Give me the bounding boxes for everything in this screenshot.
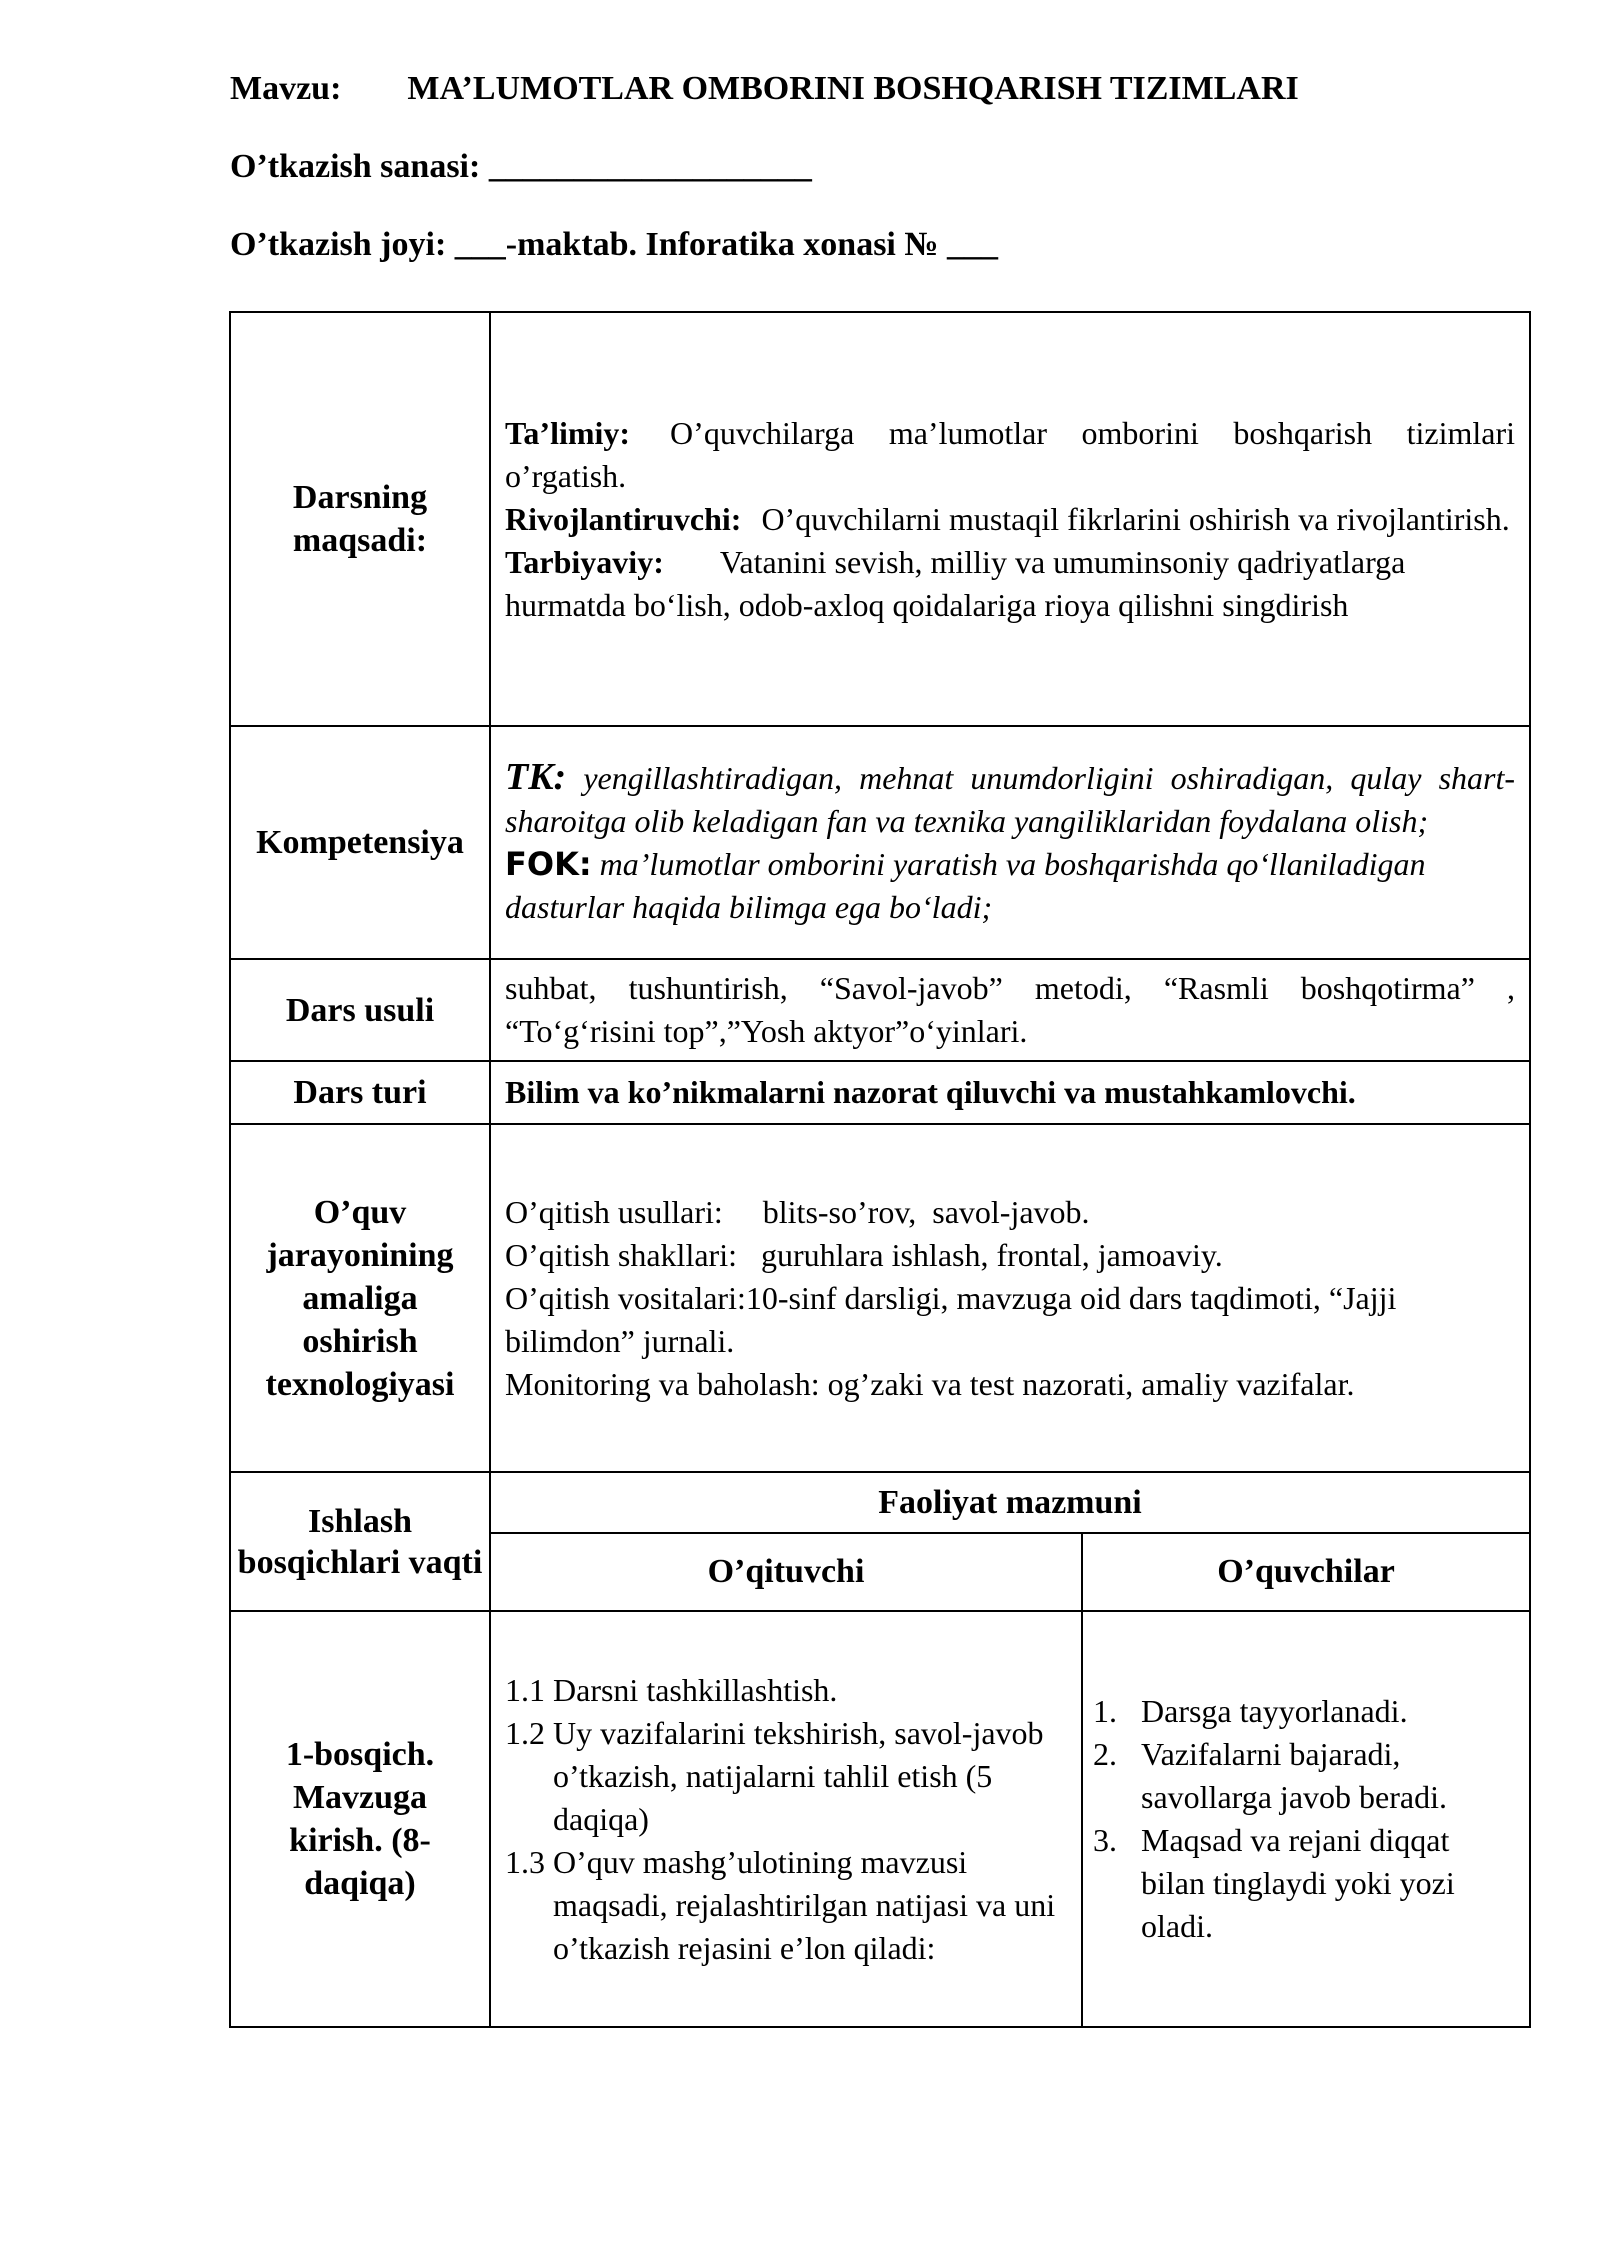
- place-line: O’tkazish joyi: ___-maktab. Inforatika xonasi № ___: [230, 226, 999, 263]
- technology-content: [490, 1124, 1530, 1472]
- goal-row: [230, 312, 1530, 726]
- student-step: 2. Vazifalarni bajaradi, savollarga javob beradi.: [1093, 1736, 1447, 1815]
- teacher-step: 1.3 O’quv mashg’ulotining mavzusi maqsadi, rejalashtirilgan natijasi va uni o’tkazish rejasini e’lon qiladi:: [505, 1843, 1056, 1966]
- goal-educational-key: Ta’limiy:: [505, 414, 631, 451]
- stage1-label: 1-bosqich. Mavzuga kirish. (8-daqiqa): [230, 1611, 490, 2027]
- goal-developmental: [505, 498, 1515, 541]
- competence-row: [230, 726, 1530, 959]
- stage1-students: [1082, 1611, 1530, 2027]
- competence-fok: [505, 843, 1515, 929]
- stages-header-row: [230, 1472, 1530, 1533]
- goal-educational: [505, 412, 1515, 498]
- teacher-header: O’qituvchi: [490, 1533, 1082, 1611]
- technology-row: [230, 1124, 1530, 1472]
- goal-developmental-text: O’quvchilarni mustaqil fikrlarini oshirish va rivojlantirish.: [761, 500, 1510, 537]
- student-steps: [1093, 1690, 1515, 1948]
- competence-label: Kompetensiya: [230, 726, 490, 959]
- teacher-step: 1.2 Uy vazifalarini tekshirish, savol-javob o’tkazish, natijalarni tahlil etish (5 daqiqa): [505, 1714, 1044, 1837]
- goal-developmental-key: Rivojlantiruvchi:: [505, 500, 742, 537]
- competence-fok-key: FOK:: [505, 845, 592, 883]
- topic-title: MA’LUMOTLAR OMBORINI BOSHQARISH TIZIMLARI: [407, 70, 1299, 107]
- competence-tk-text: yengillashtiradigan, mehnat unumdorligini oshiradigan, qulay shart-sharoitga olib keladigan fan va texnika yangiliklaridan foydalana olish;: [505, 760, 1516, 839]
- teacher-step: 1.1 Darsni tashkillashtish.: [505, 1671, 838, 1708]
- type-row: [230, 1061, 1530, 1124]
- goal-upbringing-key: Tarbiyaviy:: [505, 543, 664, 580]
- technology-line: O’qitish shakllari: guruhlara ishlash, frontal, jamoaviy.: [505, 1236, 1223, 1273]
- topic-label: Mavzu:: [230, 70, 342, 107]
- type-label: Dars turi: [230, 1061, 490, 1124]
- stage1-row: [230, 1611, 1530, 2027]
- method-row: [230, 959, 1530, 1061]
- competence-tk-key: TK:: [505, 756, 567, 798]
- students-header: O’quvchilar: [1082, 1533, 1530, 1611]
- topic-line: [230, 70, 1299, 108]
- technology-line: Monitoring va baholash: og’zaki va test nazorati, amaliy vazifalar.: [505, 1365, 1355, 1402]
- competence-fok-text: ma’lumotlar omborini yaratish va boshqarishda qo‘llaniladigan dasturlar haqida bilimga ega bo‘ladi;: [505, 846, 1426, 925]
- goal-upbringing-text: Vatanini sevish, milliy va umuminsoniy qadriyatlarga hurmatda bo‘lish, odob-axloq qoidalariga rioya qilishni singdirish: [505, 543, 1406, 623]
- method-label: Dars usuli: [230, 959, 490, 1061]
- student-step: 3. Maqsad va rejani diqqat bilan tinglaydi yoki yozi oladi.: [1093, 1822, 1455, 1944]
- technology-line: O’qitish vositalari:10-sinf darsligi, mavzuga oid dars taqdimoti, “Jajji bilimdon” jurnali.: [505, 1279, 1397, 1359]
- stage1-teacher: [490, 1611, 1082, 2027]
- date-line: O’tkazish sanasi: ___________________: [230, 148, 812, 185]
- activity-header: Faoliyat mazmuni: [490, 1472, 1530, 1533]
- method-text: suhbat, tushuntirish, “Savol-javob” metodi, “Rasmli boshqotirma” , “To‘g‘risini top”,”Yosh aktyor”o‘yinlari.: [490, 959, 1530, 1061]
- goal-educational-text: O’quvchilarga ma’lumotlar omborini boshqarish tizimlari o’rgatish.: [505, 414, 1516, 494]
- goal-label: Darsning maqsadi:: [230, 312, 490, 726]
- technology-label: O’quv jarayonining amaliga oshirish texnologiyasi: [230, 1124, 490, 1472]
- type-text: Bilim va ko’nikmalarni nazorat qiluvchi va mustahkamlovchi.: [490, 1061, 1530, 1124]
- goal-content: [490, 312, 1530, 726]
- competence-tk: [505, 756, 1515, 843]
- stages-label: Ishlash bosqichlari vaqti: [230, 1472, 490, 1611]
- lesson-plan-table: [229, 311, 1531, 2028]
- goal-upbringing: [505, 541, 1515, 627]
- student-step: 1. Darsga tayyorlanadi.: [1093, 1693, 1408, 1729]
- teacher-steps: [505, 1669, 1059, 1970]
- technology-line: O’qitish usullari: blits-so’rov, savol-javob.: [505, 1193, 1090, 1230]
- competence-content: [490, 726, 1530, 959]
